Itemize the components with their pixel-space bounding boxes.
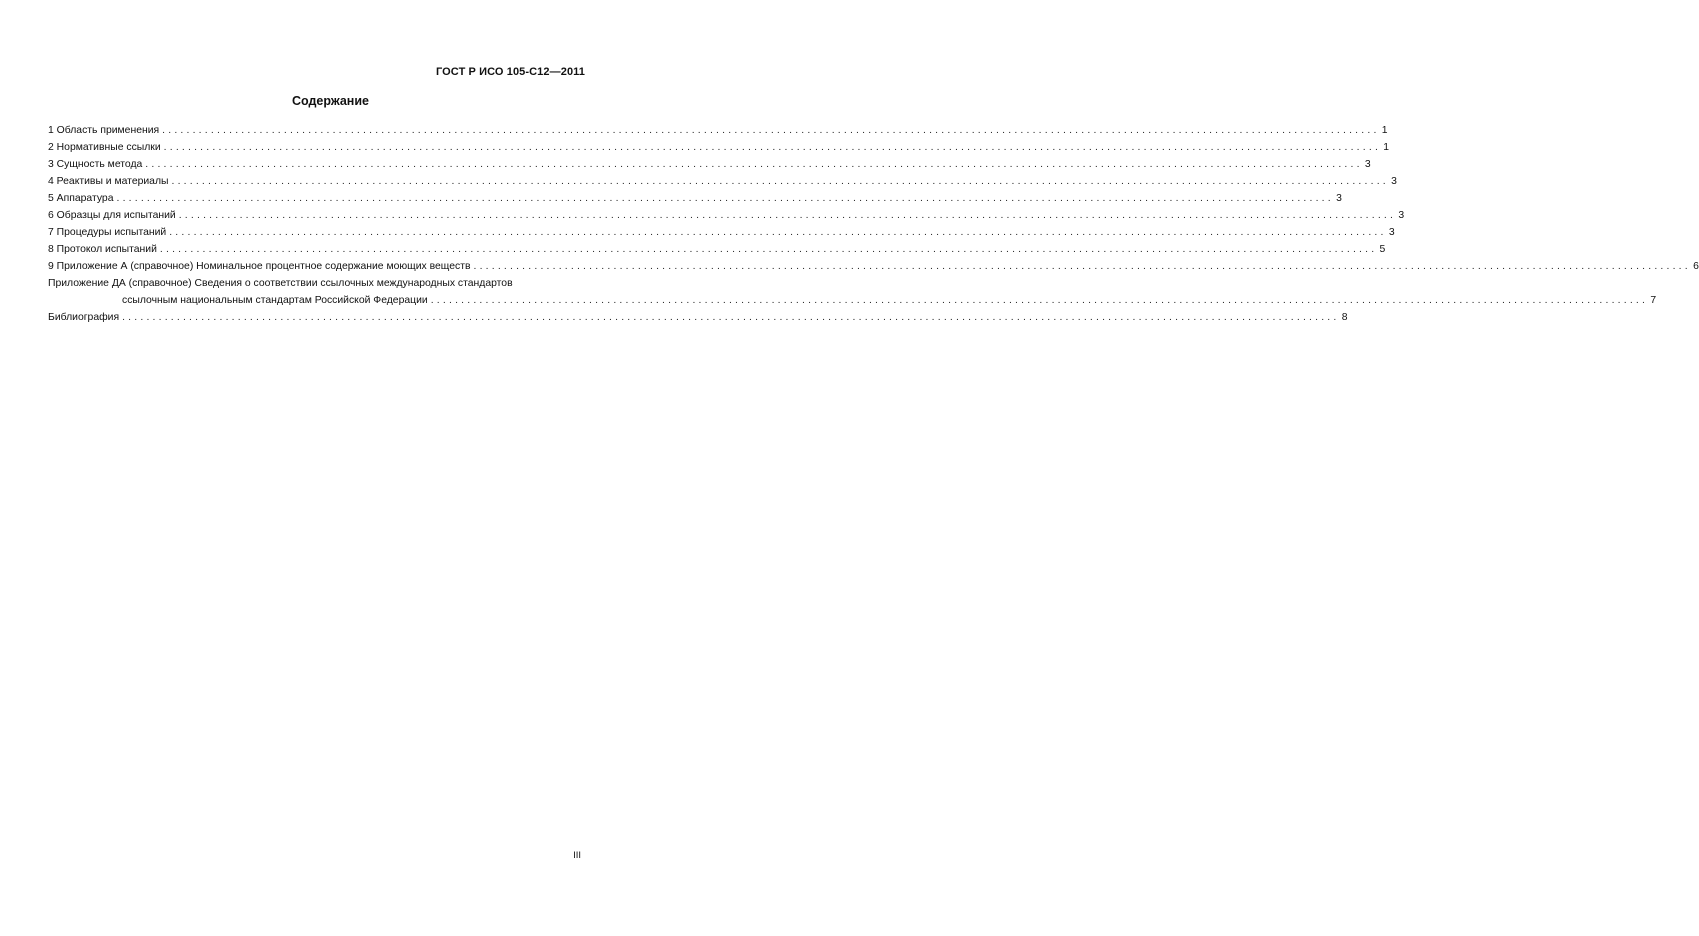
toc-entry-test-report[interactable] [48, 241, 1386, 258]
toc-entry-procedures[interactable] [48, 224, 1395, 241]
toc-entry-normative-references[interactable] [48, 139, 1390, 156]
toc-leader-dots: ........................................................................................................................................................................................................ [169, 227, 1387, 238]
toc-entry-annex-a[interactable] [48, 258, 1699, 275]
table-of-contents [48, 122, 1699, 326]
toc-entry-page: 1 [1381, 125, 1388, 136]
toc-entry-principle[interactable] [48, 156, 1371, 173]
toc-entry-label: 1 Область применения [48, 125, 160, 136]
toc-entry-page: 5 [1379, 244, 1386, 255]
toc-entry-label: 6 Образцы для испытаний [48, 210, 176, 221]
toc-entry-label: ссылочным национальным стандартам Российской Федерации [122, 295, 428, 306]
toc-entry-annex-da-continued[interactable] [48, 292, 1657, 309]
page-title: Содержание [291, 94, 369, 108]
toc-entry-scope[interactable] [48, 122, 1388, 139]
toc-leader-dots: ........................................................................................................................................................................................................ [162, 125, 1380, 136]
toc-entry-page: 3 [1336, 193, 1342, 204]
toc-entry-bibliography[interactable] [48, 309, 1348, 326]
toc-leader-dots: ........................................................................................................................................................................................................ [430, 295, 1649, 306]
toc-entry-specimens[interactable] [48, 207, 1405, 224]
toc-entry-page: 8 [1341, 312, 1348, 323]
toc-leader-dots: ........................................................................................................................................................................................................ [163, 142, 1382, 153]
toc-entry-label: Библиография [48, 312, 120, 323]
toc-leader-dots: ........................................................................................................................................................................................................ [145, 159, 1363, 170]
toc-leader-dots: ........................................................................................................................................................................................................ [116, 193, 1334, 204]
toc-entry-label: 8 Протокол испытаний [48, 244, 157, 255]
toc-entry-reagents[interactable] [48, 173, 1397, 190]
toc-entry-apparatus[interactable] [48, 190, 1342, 207]
toc-entry-page: 3 [1364, 159, 1371, 170]
toc-entry-label: 4 Реактивы и материалы [48, 176, 169, 187]
toc-entry-page: 3 [1398, 210, 1405, 221]
toc-entry-label: Приложение ДА (справочное) Сведения о соответствии ссылочных международных стандартов [48, 278, 513, 289]
toc-entry-annex-da[interactable] [48, 275, 584, 292]
page-number: III [573, 850, 581, 861]
toc-entry-page: 3 [1388, 227, 1395, 238]
toc-leader-dots: ........................................................................................................................................................................................................ [159, 244, 1378, 255]
document-code: ГОСТ Р ИСО 105-С12—2011 [435, 66, 585, 78]
toc-entry-page: 3 [1391, 176, 1397, 187]
toc-entry-page: 7 [1650, 295, 1657, 306]
toc-leader-dots: ........................................................................................................................................................................................................ [122, 312, 1340, 323]
toc-leader-dots: ........................................................................................................................................................................................................ [473, 261, 1691, 272]
toc-entry-page: 6 [1693, 261, 1699, 272]
toc-entry-label: 3 Сущность метода [48, 159, 143, 170]
toc-entry-label: 2 Нормативные ссылки [48, 142, 161, 153]
toc-entry-label: 9 Приложение А (справочное) Номинальное процентное содержание моющих веществ [48, 261, 471, 272]
toc-entry-page: 1 [1383, 142, 1390, 153]
toc-entry-label: 5 Аппаратура [48, 193, 114, 204]
toc-entry-label: 7 Процедуры испытаний [48, 227, 167, 238]
toc-leader-dots: ........................................................................................................................................................................................................ [171, 176, 1389, 187]
toc-leader-dots: ........................................................................................................................................................................................................ [178, 210, 1397, 221]
